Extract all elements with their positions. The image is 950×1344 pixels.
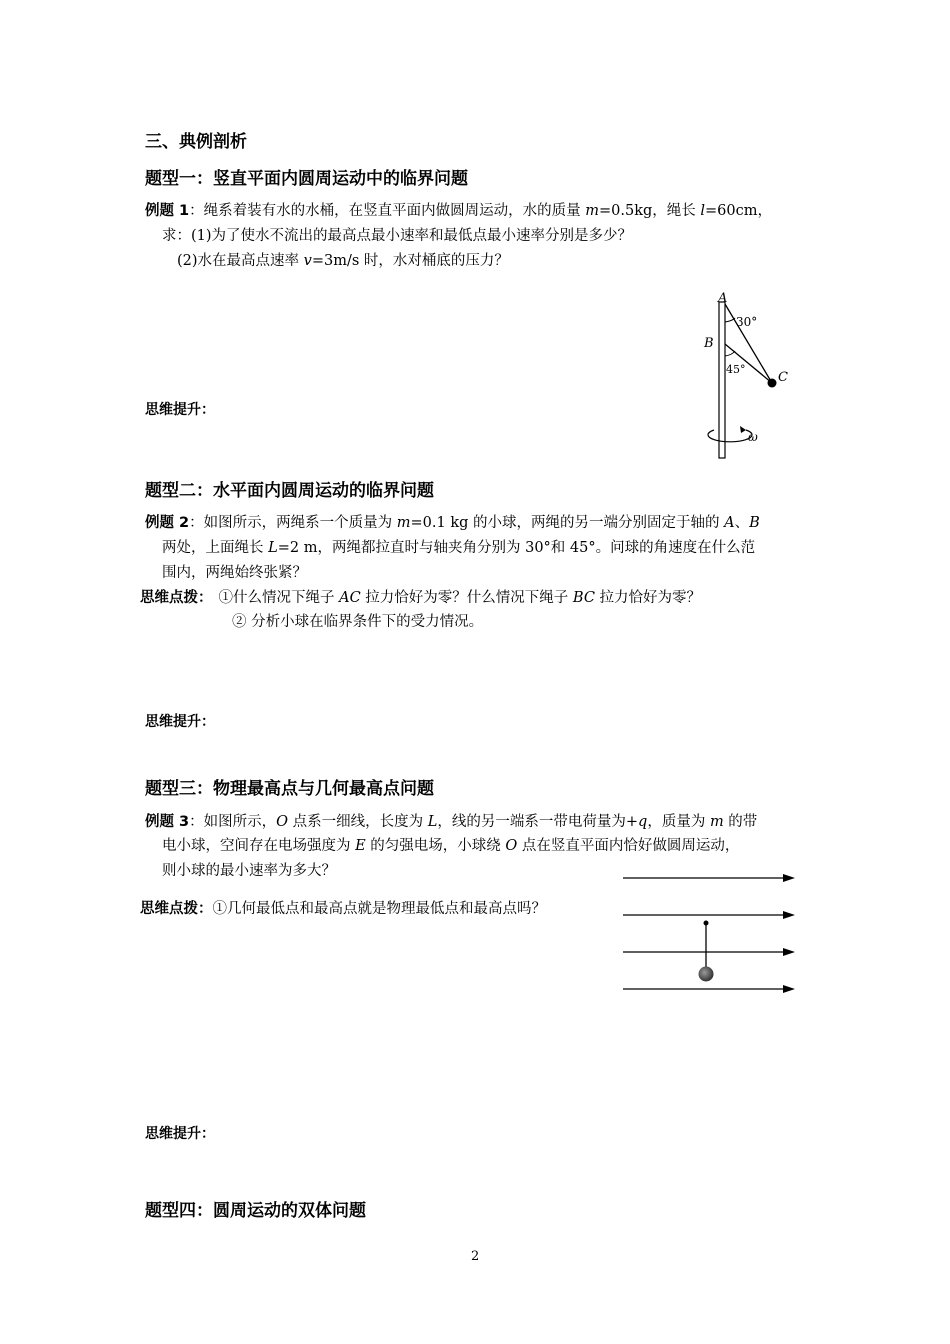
example3-line2: 电小球，空间存在电场强度为 E 的匀强电场，小球绕 O 点在竖直平面内恰好做圆周运动， [162, 838, 740, 854]
example1-line3: (2)水在最高点速率 v=3m/s 时，水对桶底的压力？ [177, 253, 509, 269]
electric-field-figure [615, 865, 805, 1000]
example3-line1: 例题 3：如图所示，O 点系一细线，长度为 L，线的另一端系一带电荷量为+q，质量为 m 的带 [145, 814, 758, 830]
hint-label: 思维点拨： [140, 901, 213, 917]
type3-thinking-label: 思维提升： [145, 1126, 215, 1142]
example1-label: 例题 1 [145, 203, 190, 219]
type1-title: 题型一：竖直平面内圆周运动中的临界问题 [145, 169, 468, 189]
label-a: A [718, 291, 728, 306]
section-title: 三、典例剖析 [145, 132, 247, 152]
example1-line1: 例题 1：绳系着装有水的水桶，在竖直平面内做圆周运动，水的质量 m=0.5kg，绳长 l=60cm， [145, 203, 773, 219]
axis-strings-figure [690, 290, 810, 465]
label-c: C [778, 370, 788, 385]
example2-hint1: 思维点拨： ①什么情况下绳子 AC 拉力恰好为零？什么情况下绳子 BC 拉力恰好为零？ [140, 590, 702, 606]
example2-line1: 例题 2：如图所示，两绳系一个质量为 m=0.1 kg 的小球，两绳的另一端分别固定于轴的 A、B [145, 515, 760, 531]
example3-label: 例题 3 [145, 814, 190, 830]
angle-30-label: 30° [736, 315, 758, 329]
arrow-head [783, 911, 795, 919]
example2-line2: 两处，上面绳长 L=2 m，两绳都拉直时与轴夹角分别为 30°和 45°。问球的角速度在什么范 [162, 540, 756, 556]
example3-hint1: 思维点拨：①几何最低点和最高点就是物理最低点和最高点吗？ [140, 901, 546, 917]
example1-line2: 求：(1)为了使水不流出的最高点最小速率和最低点最小速率分别是多少？ [162, 228, 633, 244]
example2-line3: 围内，两绳始终张紧？ [162, 565, 307, 581]
field-arrowheads [783, 874, 795, 993]
charged-ball [699, 967, 714, 982]
angle-45-label: 45° [726, 363, 746, 376]
page-number: 2 [471, 1249, 480, 1264]
type2-thinking-label: 思维提升： [145, 714, 215, 730]
label-b: B [704, 336, 714, 351]
example3-line3: 则小球的最小速率为多大？ [162, 863, 336, 879]
rotation-arrow [708, 430, 752, 442]
arrow-head [783, 948, 795, 956]
type2-title: 题型二：水平面内圆周运动的临界问题 [145, 481, 434, 501]
type4-title: 题型四：圆周运动的双体问题 [145, 1201, 366, 1221]
arrow-head [783, 985, 795, 993]
type1-thinking-label: 思维提升： [145, 402, 215, 418]
ball-c [768, 379, 777, 388]
rotation-axis [719, 302, 725, 458]
example2-label: 例题 2 [145, 515, 190, 531]
example2-hint2: ② 分析小球在临界条件下的受力情况。 [232, 614, 484, 630]
hint-label: 思维点拨： [140, 590, 213, 606]
type3-title: 题型三：物理最高点与几何最高点问题 [145, 779, 434, 799]
rotation-arrowhead [740, 426, 746, 433]
omega-label: ω [748, 430, 758, 444]
arrow-head [783, 874, 795, 882]
